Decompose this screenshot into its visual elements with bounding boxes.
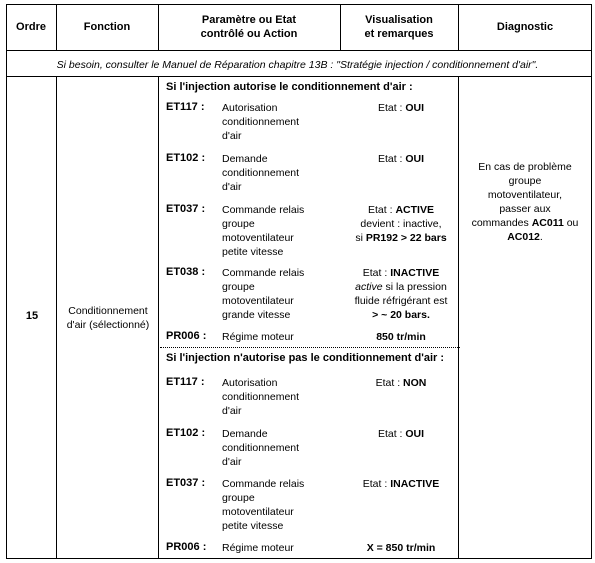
header-fonction: Fonction xyxy=(83,21,131,33)
s2-et117-code: ET117 : xyxy=(166,376,205,388)
diag-line xyxy=(460,216,590,230)
vis-prefix: Etat : xyxy=(368,204,396,216)
command-ac011: AC011 xyxy=(531,217,564,229)
vis-line xyxy=(346,266,456,280)
fonction-line2: d'air (sélectionné) xyxy=(66,319,150,331)
vis-value: 850 tr/min xyxy=(376,331,426,343)
vis-prefix: Etat : xyxy=(362,267,391,279)
vis-rest: si la pression xyxy=(382,281,447,293)
s1-et037-desc xyxy=(222,203,340,259)
s2-pr006-vis xyxy=(346,541,456,555)
vis-value: OUI xyxy=(405,102,425,114)
section-separator xyxy=(160,347,460,348)
command-ac012: AC012 xyxy=(507,231,540,243)
s1-et037-vis xyxy=(346,203,456,245)
desc-line: petite vitesse xyxy=(222,246,284,258)
vis-line xyxy=(346,308,456,322)
s2-et102-vis xyxy=(346,427,456,441)
s2-et037-code: ET037 : xyxy=(166,477,206,489)
header-bottom-line xyxy=(6,50,592,51)
s1-et037-code: ET037 : xyxy=(166,203,206,215)
vis-prefix: Etat : xyxy=(377,428,406,440)
desc-line: Demande xyxy=(222,428,268,440)
vis-prefix: Etat : xyxy=(362,478,391,490)
s1-et117-desc xyxy=(222,101,340,143)
header-parametre-line1: Paramètre ou Etat xyxy=(201,14,297,26)
desc-line: grande vitesse xyxy=(222,309,291,321)
vis-italic: active xyxy=(355,281,383,293)
vis-value: ACTIVE xyxy=(395,204,434,216)
s2-pr006-desc xyxy=(222,541,340,555)
s1-et102-desc xyxy=(222,152,340,194)
desc-line: Commande relais xyxy=(222,478,305,490)
s1-et102-vis xyxy=(346,152,456,166)
desc-line: Régime moteur xyxy=(222,331,294,343)
desc-line: groupe xyxy=(222,492,255,504)
desc-line: conditionnement xyxy=(222,391,300,403)
col-divider-3 xyxy=(340,4,341,50)
desc-line: motoventilateur xyxy=(222,295,294,307)
col-divider-2b xyxy=(158,76,159,559)
diag-line: En cas de problème xyxy=(478,161,572,173)
diag-line: passer aux xyxy=(499,203,551,215)
s2-et117-desc xyxy=(222,376,340,418)
diag-line xyxy=(460,230,590,244)
desc-line: Commande relais xyxy=(222,204,305,216)
desc-line: d'air xyxy=(222,456,242,468)
s1-et117-code: ET117 : xyxy=(166,101,205,113)
fonction-value xyxy=(58,304,158,332)
diag-suffix: ou xyxy=(563,217,579,229)
desc-line: conditionnement xyxy=(222,442,300,454)
s2-et117-vis xyxy=(346,376,456,390)
fonction-line1: Conditionnement xyxy=(68,305,148,317)
vis-value: > ~ 20 bars. xyxy=(372,309,430,321)
desc-line: Autorisation xyxy=(222,377,278,389)
section1-title: Si l'injection autorise le conditionnement d'air : xyxy=(166,81,413,93)
s1-et038-code: ET038 : xyxy=(166,266,206,278)
header-visualisation-line2: et remarques xyxy=(364,28,434,40)
desc-line: d'air xyxy=(222,405,242,417)
s1-pr006-vis xyxy=(346,330,456,344)
s2-et102-desc xyxy=(222,427,340,469)
desc-line: petite vitesse xyxy=(222,520,284,532)
desc-line: Autorisation xyxy=(222,102,278,114)
vis-line: devient : inactive, xyxy=(360,218,442,230)
vis-prefix: Etat : xyxy=(377,153,406,165)
col-divider-1b xyxy=(56,76,57,559)
vis-value: X = 850 tr/min xyxy=(366,542,436,554)
s1-et038-desc xyxy=(222,266,340,322)
header-ordre: Ordre xyxy=(16,21,46,33)
section2-title: Si l'injection n'autorise pas le conditionnement d'air : xyxy=(166,352,444,364)
header-diagnostic: Diagnostic xyxy=(496,21,554,33)
diag-line: motoventilateur, xyxy=(487,189,563,201)
desc-line: motoventilateur xyxy=(222,232,294,244)
vis-value: INACTIVE xyxy=(390,478,440,490)
s1-pr006-code: PR006 : xyxy=(166,330,207,342)
vis-value: PR192 > 22 bars xyxy=(365,232,447,244)
s2-et037-desc xyxy=(222,477,340,533)
s2-pr006-code: PR006 : xyxy=(166,541,207,553)
vis-value: OUI xyxy=(405,428,425,440)
vis-line: fluide réfrigérant est xyxy=(354,295,448,307)
vis-value: INACTIVE xyxy=(390,267,440,279)
desc-line: Commande relais xyxy=(222,267,305,279)
desc-line: conditionnement xyxy=(222,116,300,128)
s1-et038-vis xyxy=(346,266,456,322)
desc-line: Régime moteur xyxy=(222,542,294,554)
desc-line: groupe xyxy=(222,218,255,230)
col-divider-4b xyxy=(458,76,459,559)
desc-line: Demande xyxy=(222,153,268,165)
vis-line xyxy=(346,203,456,217)
desc-line: groupe xyxy=(222,281,255,293)
diag-suffix: . xyxy=(539,231,543,243)
diag-prefix: commandes xyxy=(471,217,532,229)
s2-et037-vis xyxy=(346,477,456,491)
s1-et102-code: ET102 : xyxy=(166,152,206,164)
s2-et102-code: ET102 : xyxy=(166,427,206,439)
vis-line xyxy=(346,280,456,294)
col-divider-2 xyxy=(158,4,159,50)
vis-prefix: Etat : xyxy=(377,102,406,114)
header-visualisation-line1: Visualisation xyxy=(365,14,433,26)
s1-pr006-desc xyxy=(222,330,340,344)
vis-value: NON xyxy=(403,377,427,389)
ordre-value: 15 xyxy=(25,310,39,322)
header-parametre-line2: contrôlé ou Action xyxy=(200,28,298,40)
desc-line: d'air xyxy=(222,130,242,142)
diagnostic-text xyxy=(460,160,590,244)
vis-prefix: Etat : xyxy=(375,377,404,389)
s1-et117-vis xyxy=(346,101,456,115)
note-text: Si besoin, consulter le Manuel de Réparation chapitre 13B : "Stratégie injection / conditionnement d'air". xyxy=(56,59,539,71)
vis-prefix: si xyxy=(355,232,366,244)
vis-line xyxy=(346,231,456,245)
desc-line: conditionnement xyxy=(222,167,300,179)
diag-line: groupe xyxy=(508,175,542,187)
note-bottom-line xyxy=(6,76,592,77)
vis-value: OUI xyxy=(405,153,425,165)
desc-line: motoventilateur xyxy=(222,506,294,518)
desc-line: d'air xyxy=(222,181,242,193)
